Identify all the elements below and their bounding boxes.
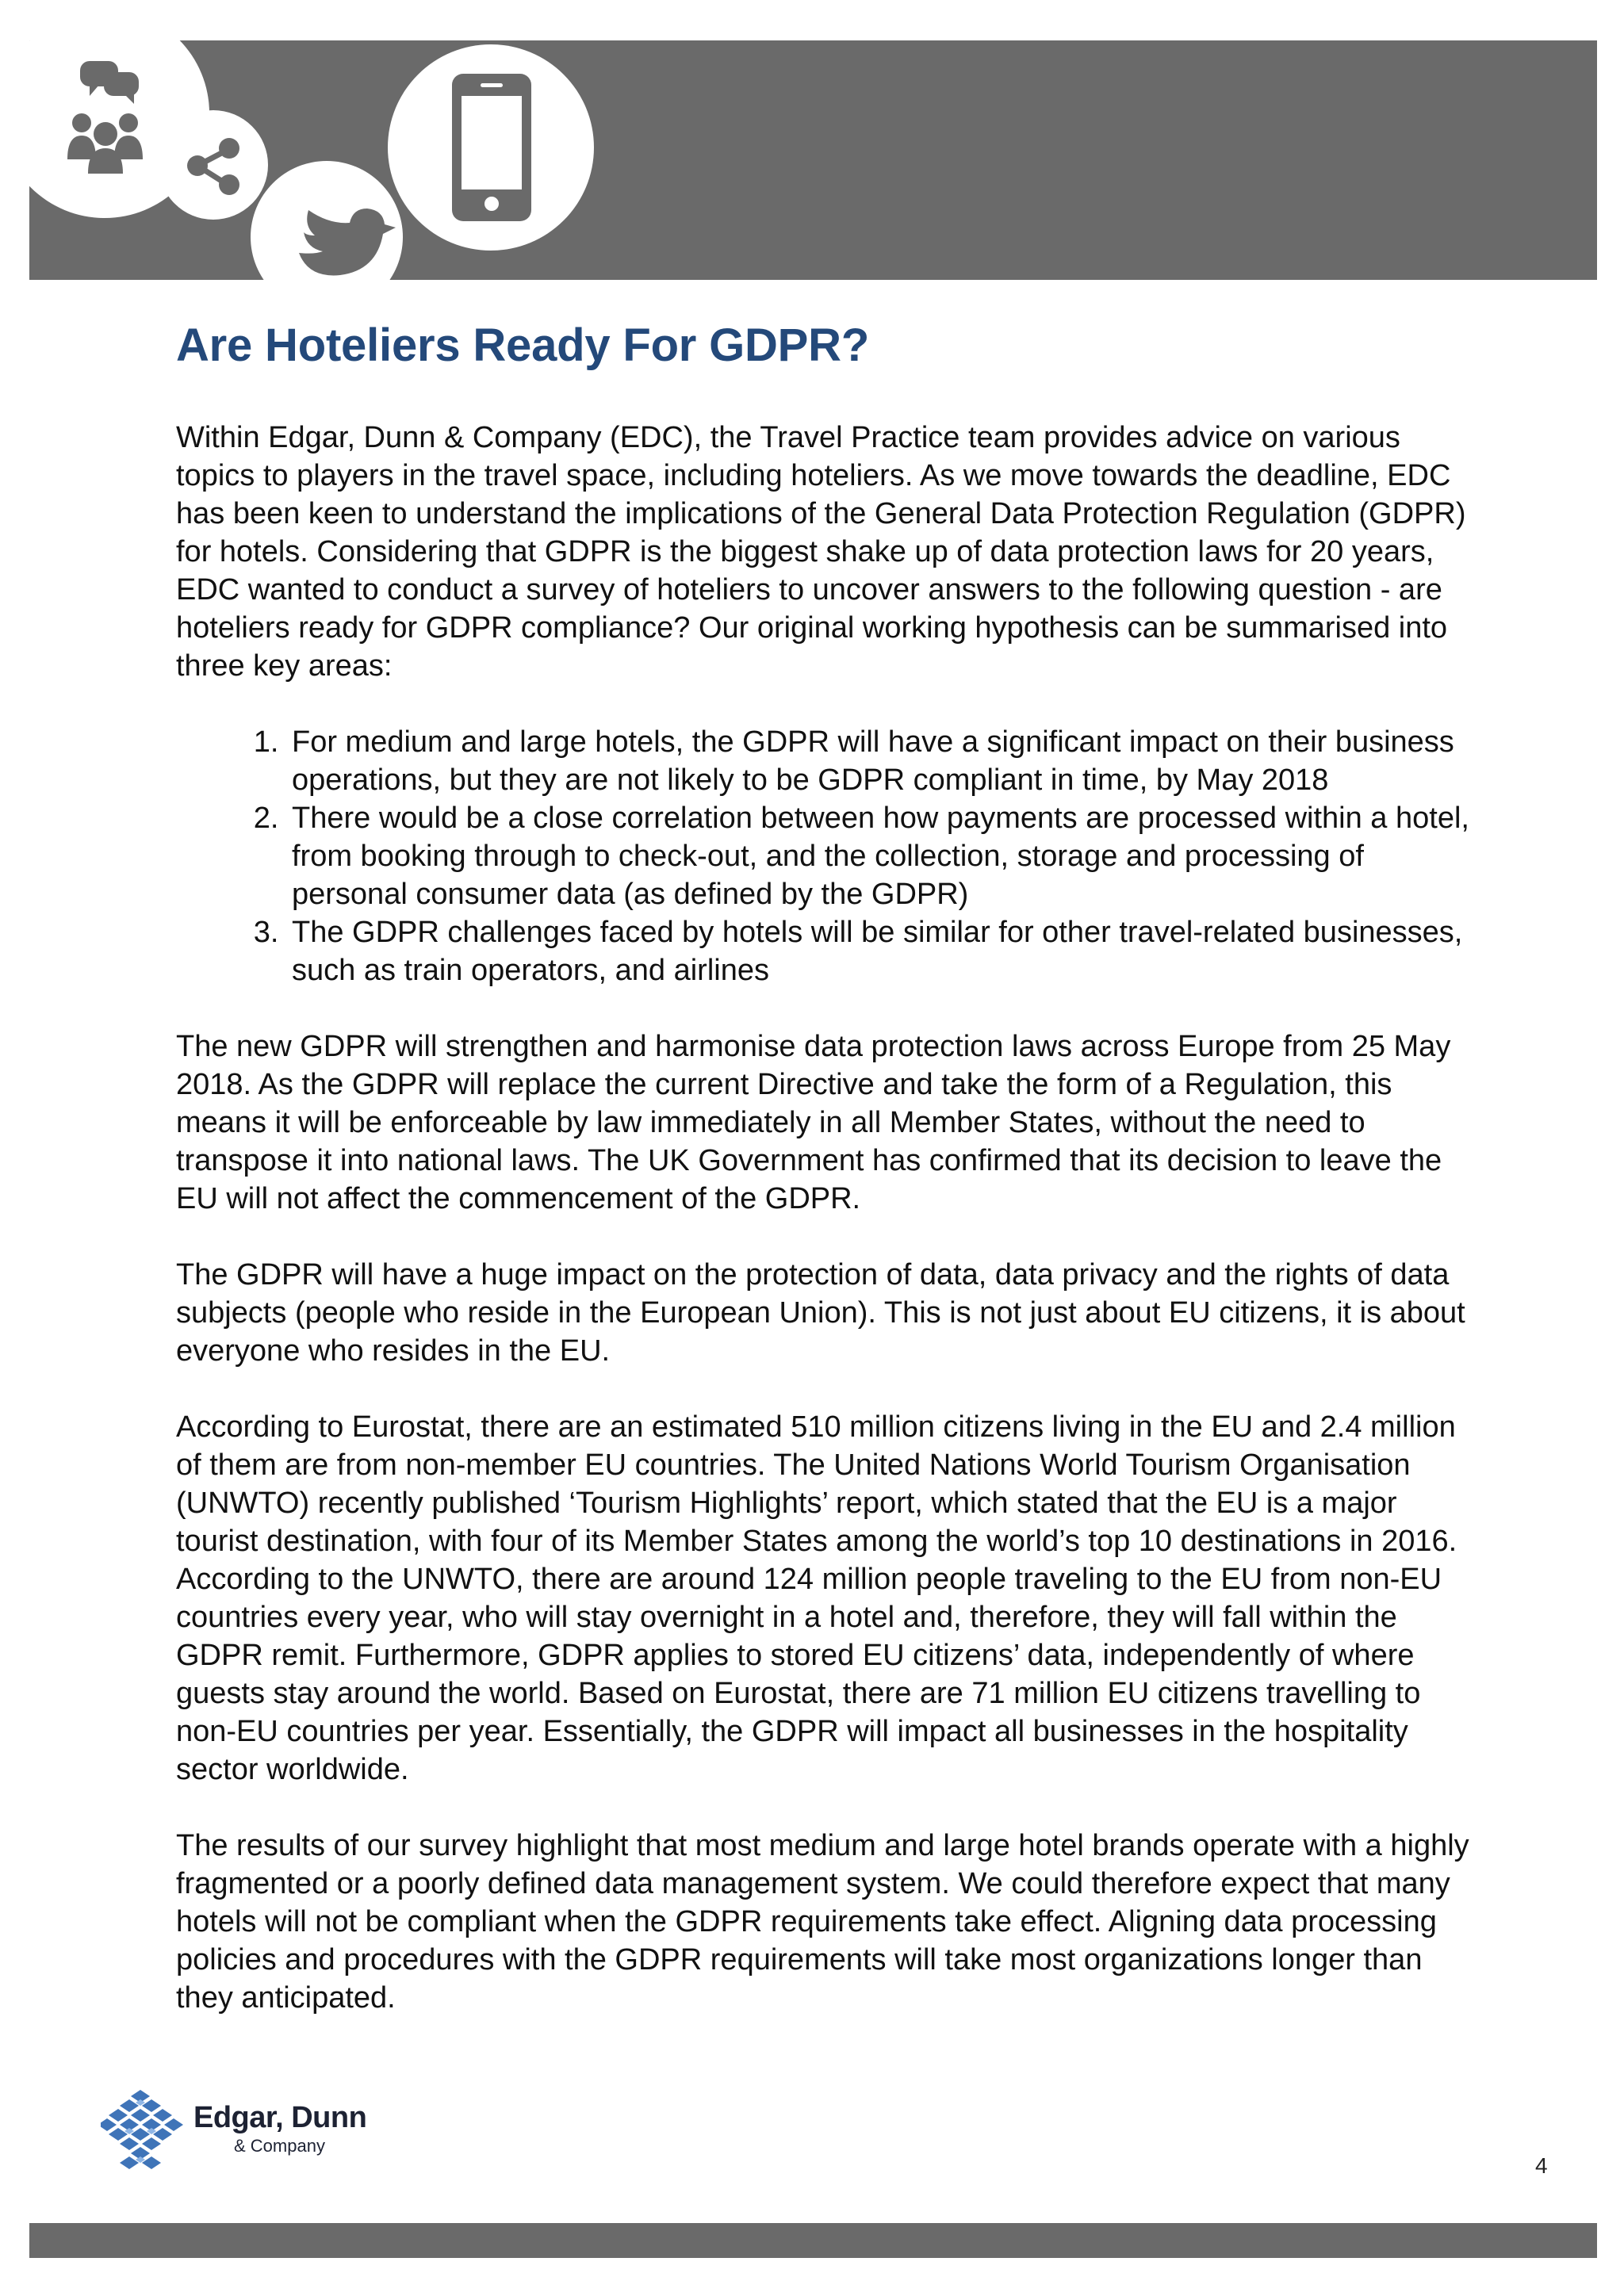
page-number: 4 [1535, 2153, 1548, 2178]
share-icon [159, 110, 268, 220]
survey-results-paragraph: The results of our survey highlight that most medium and large hotel brands operate with a highly fragmented or a poorly defined data management system. We could therefore expect that many hotels will not be compliant when the GDPR requirements take effect. Aligning data processing policies and procedures with the GDPR requirements will take most organizations longer than they anticipated. [176, 1829, 1469, 2015]
logo-company-name: Edgar, Dunn [193, 2101, 367, 2134]
smartphone-icon [388, 44, 594, 251]
intro-paragraph: Within Edgar, Dunn & Company (EDC), the Travel Practice team provides advice on various topics to players in the travel space, including hoteliers. As we move towards the deadline, EDC has been keen to understand the implications of the General Data Protection Regulation (GDPR) for hotels. Considering that GDPR is the biggest shake up of data protection laws for 20 years, EDC wanted to conduct a survey of hoteliers to uncover answers to the following question - are hoteliers ready for GDPR compliance? Our original working hypothesis can be summarised into three key areas: [176, 421, 1466, 683]
hypothesis-item: 3. The GDPR challenges faced by hotels will be similar for other travel-related businesses, such as train operators, and airlines [287, 913, 1477, 989]
gdpr-overview-paragraph: The new GDPR will strengthen and harmonise data protection laws across Europe from 25 May 2018. As the GDPR will replace the current Directive and take the form of a Regulation, this means it will be enforceable by law immediately in all Member States, without the need to transpose it into national laws. The UK Government has confirmed that its decision to leave the EU will not affect the commencement of the GDPR. [176, 1030, 1451, 1215]
hypothesis-item: 1. For medium and large hotels, the GDPR will have a significant impact on their business operations, but they are not likely to be GDPR compliant in time, by May 2018 [287, 723, 1477, 799]
logo-mark-icon [101, 2085, 192, 2176]
twitter-bird-icon [251, 161, 403, 280]
header-band [29, 40, 1597, 280]
article-body [176, 419, 1477, 2055]
footer-band [29, 2223, 1597, 2258]
company-logo [101, 2085, 367, 2180]
logo-subtitle: & Company [234, 2136, 325, 2156]
hypothesis-item: 2. There would be a close correlation between how payments are processed within a hotel, from booking through to check-out, and the collection, storage and processing of personal consumer data (as defined by the GDPR) [287, 799, 1477, 913]
gdpr-impact-paragraph: The GDPR will have a huge impact on the protection of data, data privacy and the rights of data subjects (people who reside in the European Union). This is not just about EU citizens, it is about everyone who resides in the EU. [176, 1258, 1465, 1368]
eurostat-paragraph: According to Eurostat, there are an estimated 510 million citizens living in the EU and 2.4 million of them are from non-member EU countries. The United Nations World Tourism Organisation (UNWTO) recently published ‘Tourism Highlights’ report, which stated that the EU is a major tourist destination, with four of its Member States among the world’s top 10 destinations in 2016. According to the UNWTO, there are around 124 million people traveling to the EU from non-EU countries every year, who will stay overnight in a hotel and, therefore, they will fall within the GDPR remit. Furthermore, GDPR applies to stored EU citizens’ data, independently of where guests stay around the world. Based on Eurostat, there are 71 million EU citizens travelling to non-EU countries per year. Essentially, the GDPR will impact all businesses in the hospitality sector worldwide. [176, 1410, 1457, 1786]
header-icons [29, 40, 1597, 280]
hypotheses-list [176, 723, 1477, 989]
page-title: Are Hoteliers Ready For GDPR? [176, 320, 870, 371]
